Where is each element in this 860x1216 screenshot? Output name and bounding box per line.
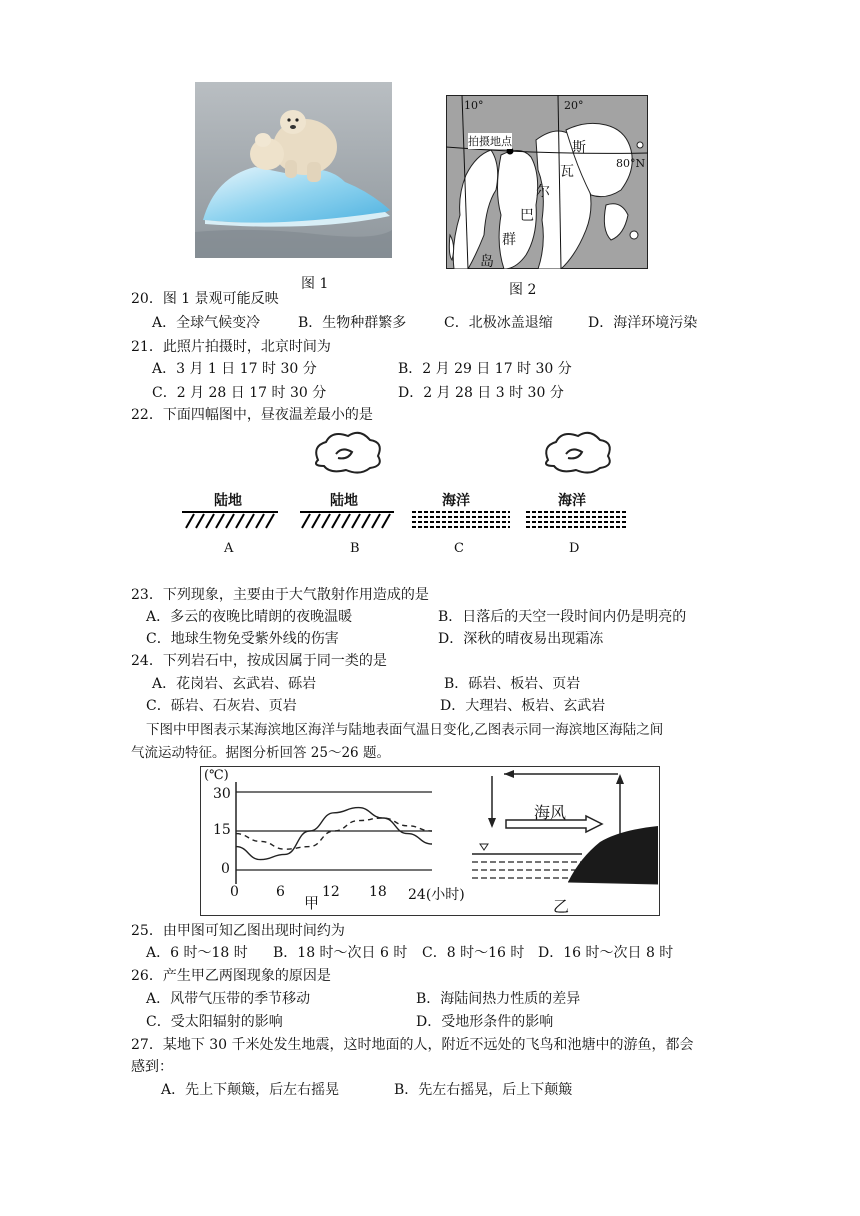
question-20-option-a: A．全球气候变冷 xyxy=(152,315,261,331)
question-20-stem: 20．图 1 景观可能反映 xyxy=(131,291,279,307)
question-25-option-d: D．16 时～次日 8 时 xyxy=(538,945,674,961)
chart-jia-caption: 甲 xyxy=(304,894,320,912)
question-21-option-c: C．2 月 28 日 17 时 30 分 xyxy=(152,385,327,401)
panel-c-letter: C xyxy=(454,541,464,556)
panel-a-surface: 陆地 xyxy=(214,493,242,509)
figure-1-caption: 图 1 xyxy=(301,276,329,292)
map-char-3: 尔 xyxy=(536,184,550,200)
question-23-option-c: C．地球生物免受紫外线的伤害 xyxy=(146,631,339,647)
question-21-option-a: A．3 月 1 日 17 时 30 分 xyxy=(152,361,317,377)
y-tick-0: 0 xyxy=(221,861,230,877)
x-tick-12: 12 xyxy=(322,884,340,900)
chart-unit-label: (℃) xyxy=(204,768,229,783)
day-night-diagram xyxy=(180,426,640,536)
question-23-option-a: A．多云的夜晚比晴朗的夜晚温暖 xyxy=(146,609,353,625)
question-20-option-d: D．海洋环境污染 xyxy=(588,315,698,331)
question-20-option-c: C．北极冰盖退缩 xyxy=(444,315,553,331)
x-tick-18: 18 xyxy=(369,884,387,900)
longitude-10-label: 10° xyxy=(464,99,484,112)
map-char-5: 群 xyxy=(502,232,516,248)
map-char-4: 巴 xyxy=(520,208,534,224)
question-21-option-b: B．2 月 29 日 17 时 30 分 xyxy=(398,361,572,377)
intro-line-2: 气流运动特征。据图分析回答 25～26 题。 xyxy=(131,745,390,761)
panel-a-letter: A xyxy=(224,541,234,556)
photo-point-label: 拍摄地点 xyxy=(468,135,512,148)
panel-b-surface: 陆地 xyxy=(330,493,358,509)
series-line-solid xyxy=(236,808,432,860)
question-22-stem: 22．下面四幅图中，昼夜温差最小的是 xyxy=(131,407,373,423)
diagram-yi-caption: 乙 xyxy=(553,897,570,916)
question-25-stem: 25．由甲图可知乙图出现时间约为 xyxy=(131,923,345,939)
question-27-option-b: B．先左右摇晃，后上下颠簸 xyxy=(394,1082,573,1098)
y-tick-30: 30 xyxy=(213,786,231,802)
question-21-option-d: D．2 月 28 日 3 时 30 分 xyxy=(398,385,564,401)
question-24-stem: 24．下列岩石中，按成因属于同一类的是 xyxy=(131,653,387,669)
question-24-option-d: D．大理岩、板岩、玄武岩 xyxy=(440,698,606,714)
map-char-1: 斯 xyxy=(572,140,586,156)
cloud-icon-b xyxy=(316,433,380,473)
question-27-stem-line-2: 感到： xyxy=(131,1059,173,1075)
map-char-2: 瓦 xyxy=(560,164,574,180)
question-23-stem: 23．下列现象，主要由于大气散射作用造成的是 xyxy=(131,587,429,603)
panel-c-surface: 海洋 xyxy=(442,493,470,509)
question-21-stem: 21．此照片拍摄时，北京时间为 xyxy=(131,339,331,355)
x-tick-6: 6 xyxy=(276,884,285,900)
x-tick-0: 0 xyxy=(230,884,239,900)
question-25-option-a: A．6 时～18 时 xyxy=(146,945,248,961)
svalbard-map xyxy=(446,95,648,269)
panel-d-surface: 海洋 xyxy=(558,493,586,509)
question-24-option-b: B．砾岩、板岩、页岩 xyxy=(444,676,581,692)
question-26-option-a: A．风带气压带的季节移动 xyxy=(146,991,311,1007)
question-24-option-c: C．砾岩、石灰岩、页岩 xyxy=(146,698,297,714)
map-char-6: 岛 xyxy=(480,254,494,270)
sea-breeze-label: 海风 xyxy=(534,803,567,822)
panel-d-letter: D xyxy=(569,541,580,556)
longitude-20-label: 20° xyxy=(564,99,584,112)
question-25-option-c: C．8 时～16 时 xyxy=(422,945,525,961)
question-27-option-a: A．先上下颠簸，后左右摇晃 xyxy=(161,1082,340,1098)
series-line-dashed xyxy=(236,818,432,849)
sea-breeze-diagram xyxy=(460,766,658,914)
intro-line-1: 下图中甲图表示某海滨地区海洋与陆地表面气温日变化,乙图表示同一海滨地区海陆之间 xyxy=(146,722,664,738)
figure-2-caption: 图 2 xyxy=(509,282,537,298)
cloud-icon-d xyxy=(546,433,610,473)
question-27-stem-line-1: 27．某地下 30 千米处发生地震，这时地面的人，附近不远处的飞鸟和池塘中的游鱼，都会 xyxy=(131,1037,694,1053)
question-26-option-d: D．受地形条件的影响 xyxy=(416,1014,554,1030)
panel-b-letter: B xyxy=(350,541,360,556)
question-24-option-a: A．花岗岩、玄武岩、砾岩 xyxy=(152,676,317,692)
y-tick-15: 15 xyxy=(213,822,231,838)
x-tick-24: 24(小时) xyxy=(408,887,465,903)
question-26-option-c: C．受太阳辐射的影响 xyxy=(146,1014,283,1030)
question-26-option-b: B．海陆间热力性质的差异 xyxy=(416,991,581,1007)
question-23-option-b: B．日落后的天空一段时间内仍是明亮的 xyxy=(438,609,687,625)
question-23-option-d: D．深秋的晴夜易出现霜冻 xyxy=(438,631,604,647)
chart-lines xyxy=(236,808,432,860)
polar-bear-photo xyxy=(195,82,392,258)
question-25-option-b: B．18 时～次日 6 时 xyxy=(273,945,408,961)
latitude-80n-label: 80°N xyxy=(616,157,646,170)
question-26-stem: 26．产生甲乙两图现象的原因是 xyxy=(131,968,331,984)
question-20-option-b: B．生物种群繁多 xyxy=(298,315,407,331)
